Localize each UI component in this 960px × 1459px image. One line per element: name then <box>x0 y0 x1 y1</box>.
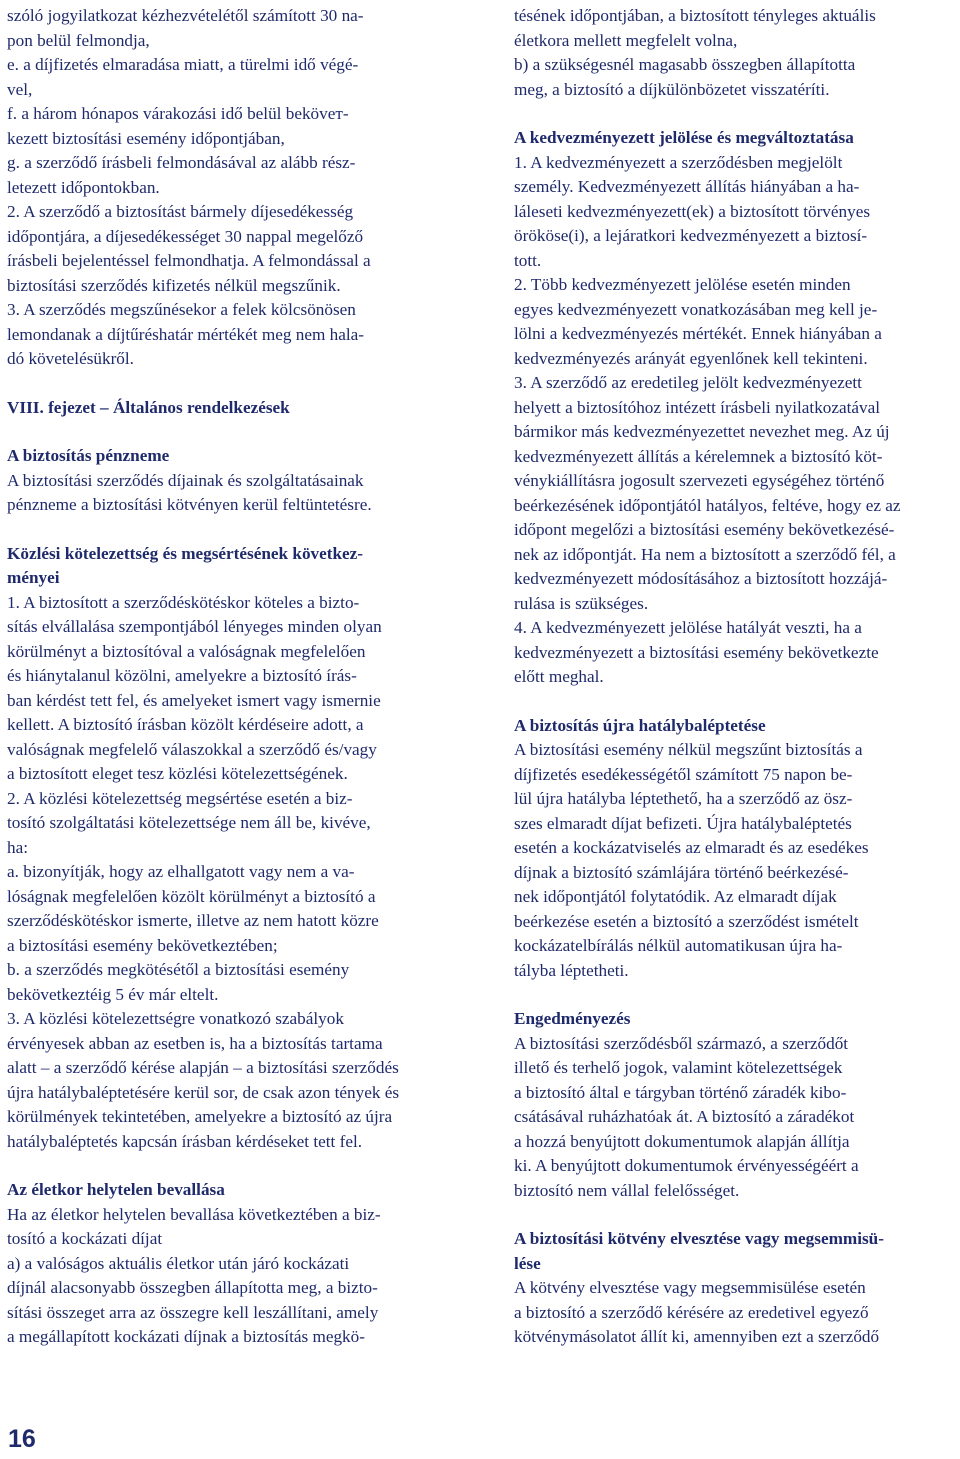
text-line: letezett időpontokban. <box>7 177 160 197</box>
text-line: láleseti kedvezményezett(ek) a biztosított törvényes <box>514 201 871 221</box>
text-line: dó követelésükről. <box>7 349 134 368</box>
text-line: A biztosítási szerződésből származó, a szerződőt <box>514 1033 849 1053</box>
text-line: b. a szerződés megkötésétől a biztosítási esemény <box>7 960 350 979</box>
text-line: bármikor más kedvezményezettet nevezhet meg. Az új <box>514 422 890 441</box>
text-line: biztosítási szerződés kifizetés nélkül megszűnik. <box>7 275 341 295</box>
text-line: írásbeli bejelentéssel felmondhatja. A felmondással a <box>7 251 371 270</box>
text-line: díjfizetés esedékességétől számított 75 napon be- <box>514 764 853 784</box>
text-line: tosító a kockázati díjat <box>7 1229 163 1248</box>
section-heading: Engedményezés <box>514 1009 631 1028</box>
text-line: e. a díjfizetés elmaradása miatt, a türelmi idő végé- <box>7 55 359 74</box>
text-line: a. bizonyítják, hogy az elhallgatott vagy nem a va- <box>7 862 355 881</box>
text-line: 3. A közlési kötelezettségre vonatkozó szabályok <box>7 1009 344 1028</box>
text-line: tésének időpontjában, a biztosított tényleges aktuális <box>514 6 876 25</box>
text-line: a megállapított kockázati díjnak a biztosítás megkö- <box>7 1327 365 1346</box>
section-heading: ményei <box>7 568 60 587</box>
text-line: biztosító nem vállal felelősséget. <box>514 1180 740 1200</box>
text-line: a biztosító a szerződő kérésére az eredetivel egyező <box>514 1302 869 1322</box>
text-line: beérkezésének időpontjától hatályos, feltéve, hogy ez az <box>514 495 901 515</box>
text-line: Ha az életkor helytelen bevallása következtében a biz- <box>7 1204 381 1224</box>
section-heading: lése <box>514 1253 541 1273</box>
section-heading: A biztosítás pénzneme <box>7 446 170 465</box>
text-line: érvényesek abban az esetben is, ha a biztosítás tartama <box>7 1033 383 1053</box>
text-line: csátásával ruházhatóak át. A biztosító a záradékot <box>514 1107 855 1126</box>
text-line: 2. Több kedvezményezett jelölése esetén minden <box>514 275 851 294</box>
text-line: nek időpontjától folytatódik. Az elmaradt díjak <box>514 887 837 906</box>
text-line: alatt – a szerződő kérése alapján – a biztosítási szerződés <box>7 1058 399 1077</box>
paragraph-spacer <box>514 102 954 126</box>
text-line: nek az időpontját. Ha nem a biztosított a szerződő fél, a <box>514 544 896 564</box>
text-line: újra hatálybaléptetésére kerül sor, de csak azon tények és <box>7 1082 400 1102</box>
text-line: a biztosított eleget tesz közlési kötelezettségének. <box>7 764 348 783</box>
text-line: tott. <box>514 250 542 270</box>
text-line: 2. A szerződő a biztosítást bármely díjesedékesség <box>7 202 354 221</box>
text-line: 3. A szerződés megszűnésekor a felek kölcsönösen <box>7 300 356 319</box>
text-line: kellett. A biztosító írásban közölt kérdéseire adott, a <box>7 715 364 734</box>
paragraph-spacer <box>514 690 954 714</box>
text-line: A kötvény elvesztése vagy megsemmisülése esetén <box>514 1278 866 1297</box>
text-line: helyett a biztosítóhoz intézett írásbeli nyilatkozatával <box>514 397 881 417</box>
text-line: 3. A szerződő az eredetileg jelölt kedvezményezett <box>514 373 862 392</box>
text-line: körülmények tekintetében, amelyekre a biztosító az újra <box>7 1107 393 1126</box>
paragraph-spacer <box>7 1154 447 1178</box>
text-line: lül újra hatályba léptethető, ha a szerződő az ösz- <box>514 789 853 808</box>
text-line: f. a három hónapos várakozási idő belül beköveт- <box>7 104 349 123</box>
text-line: illető és terhelő jogok, valamint kötelezettségek <box>514 1058 843 1077</box>
text-line: A biztosítási szerződés díjainak és szolgáltatásainak <box>7 470 364 490</box>
section-heading: A biztosítási kötvény elvesztése vagy megsemmisü- <box>514 1229 884 1248</box>
text-line: 2. A közlési kötelezettség megsértése esetén a biz- <box>7 788 353 808</box>
text-line: ki. A benyújtott dokumentumok érvényességéért a <box>514 1156 859 1175</box>
text-line: meg, a biztosító a díjkülönbözetet visszatéríti. <box>514 79 830 99</box>
text-line: szóló jogyilatkozat kézhezvételétől számított 30 na- <box>7 6 364 25</box>
paragraph-spacer <box>7 372 447 396</box>
text-line: a) a valóságos aktuális életkor után járó kockázati <box>7 1253 350 1273</box>
section-heading: A kedvezményezett jelölése és megváltoztatása <box>514 128 854 147</box>
text-line: hatálybaléptetés kapcsán írásban kérdéseket tett fel. <box>7 1131 363 1151</box>
text-line: szerződéskötéskor ismerte, illetve az nem hatott közre <box>7 911 379 930</box>
text-line: pénzneme a biztosítási kötvényen kerül feltüntetésre. <box>7 495 372 514</box>
text-line: bekövetkeztéig 5 év már eltelt. <box>7 984 219 1004</box>
section-heading: A biztosítás újra hatálybaléptetése <box>514 715 766 735</box>
text-line: valóságnak megfelelő válaszokkal a szerződő és/vagy <box>7 739 377 759</box>
section-heading: Közlési kötelezettség és megsértésének következ- <box>7 543 364 563</box>
section-heading: Az életkor helytelen bevallása <box>7 1180 225 1199</box>
text-line: örököse(i), a lejáratkori kedvezményezett a biztosí- <box>514 226 868 245</box>
text-line: 1. A biztosított a szerződéskötéskor köteles a bizto- <box>7 592 360 612</box>
text-line: g. a szerződő írásbeli felmondásával az alább rész- <box>7 153 356 172</box>
text-line: sítási összeget arra az összegre kell leszállítani, amely <box>7 1302 379 1322</box>
text-line: díjnak a biztosító számlájára történő beérkezésé- <box>514 862 849 882</box>
text-line: tályba léptetheti. <box>514 960 629 980</box>
text-line: kötvénymásolatot állít ki, amennyiben ezt a szerződő <box>514 1327 880 1346</box>
text-line: sítás elvállalása szempontjából lényeges minden olyan <box>7 617 382 636</box>
text-line: a biztosító által e tárgyban történő záradék kibo- <box>514 1082 847 1102</box>
text-line: vénykiállításra jogosult szervezeti egységéhez történő <box>514 471 885 490</box>
text-line: lölni a kedvezményezés mértékét. Ennek hiányában a <box>514 324 882 343</box>
text-line: lemondanak a díjtűréshatár mértékét meg nem hala- <box>7 324 364 344</box>
text-line: rulása is szükséges. <box>514 593 649 613</box>
chapter-heading: VIII. fejezet – Általános rendelkezések <box>7 397 290 417</box>
text-line: a biztosítási esemény bekövetkeztében; <box>7 935 278 955</box>
paragraph-spacer <box>7 420 447 444</box>
text-line: kedvezményezett állítás a kérelemnek a biztosító köt- <box>514 446 883 466</box>
text-line: életkora mellett megfelelt volna, <box>514 30 738 50</box>
text-line: A biztosítási esemény nélkül megszűnt biztosítás a <box>514 740 863 759</box>
text-line: pon belül felmondja, <box>7 30 150 50</box>
text-line: időpont megelőzi a biztosítási esemény bekövetkezésé- <box>514 520 895 539</box>
text-line: körülményt a biztosítóval a valóságnak megfelelően <box>7 641 366 661</box>
text-line: kedvezményezett módosításához a biztosított hozzájá- <box>514 569 888 588</box>
paragraph-spacer <box>514 1203 954 1227</box>
text-line: ban kérdést tett fel, és amelyeket ismert vagy ismernie <box>7 690 381 710</box>
text-line: egyes kedvezményezett vonatkozásában meg kell je- <box>514 299 878 319</box>
paragraph-spacer <box>7 518 447 542</box>
text-line: és hiánytalanul közölni, amelyekre a biztosító írás- <box>7 666 357 685</box>
page-number: 16 <box>8 1425 36 1453</box>
text-line: beérkezése esetén a biztosító a szerződést ismételt <box>514 911 859 931</box>
text-line: vel, <box>7 79 33 99</box>
text-line: kedvezményezett a biztosítási esemény bekövetkezte <box>514 642 879 662</box>
text-line: szes elmaradt díjat befizeti. Újra hatálybaléptetés <box>514 813 852 833</box>
right-column <box>514 4 954 1350</box>
text-line: díjnál alacsonyabb összegben állapította meg, a bizto- <box>7 1278 378 1297</box>
paragraph-spacer <box>514 983 954 1007</box>
text-line: kedvezményezés arányát egyenlőnek kell tekinteni. <box>514 348 868 368</box>
text-line: 1. A kedvezményezett a szerződésben megjelölt <box>514 152 843 172</box>
text-line: személy. Kedvezményezett állítás hiányában a ha- <box>514 177 860 196</box>
left-column <box>7 4 447 1350</box>
text-line: időpontjára, a díjesedékességet 30 nappal megelőző <box>7 226 364 246</box>
text-line: esetén a kockázatviselés az elmaradt és az esedékes <box>514 838 869 857</box>
text-line: kezett biztosítási esemény időpontjában, <box>7 128 285 148</box>
text-line: b) a szükségesnél magasabb összegben állapította <box>514 55 856 74</box>
text-line: a hozzá benyújtott dokumentumok alapján állítja <box>514 1131 850 1151</box>
text-line: kockázatelbírálás nélkül automatikusan újra ha- <box>514 936 843 955</box>
text-line: lóságnak megfelelően közölt körülményt a biztosító a <box>7 886 376 906</box>
text-line: 4. A kedvezményezett jelölése hatályát veszti, ha a <box>514 618 862 637</box>
text-line: előtt meghal. <box>514 667 604 686</box>
text-line: ha: <box>7 837 28 857</box>
text-line: tosító szolgáltatási kötelezettsége nem áll be, kivéve, <box>7 813 371 832</box>
